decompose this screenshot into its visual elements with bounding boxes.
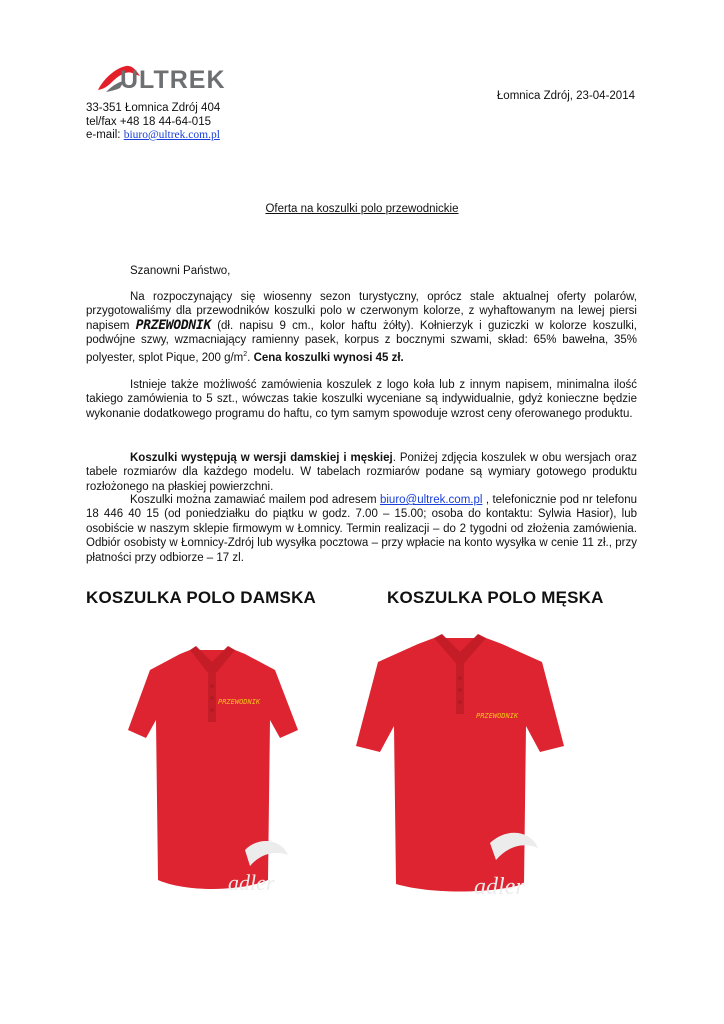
paragraph-text: Na rozpoczynający się wiosenny sezon turystyczny, oprócz stale aktualnej oferty polarów, przygotowaliśmy dla przewodników koszulki polo w czerwonym kolorze, z wyhaftowanym na lewej piersi napisem [86,291,637,332]
address-line: 33-351 Łomnica Zdrój 404 [86,102,221,114]
email-link[interactable]: biuro@ultrek.com.pl [123,129,220,141]
sender-address [86,102,220,143]
paragraph-versions [86,451,637,494]
versions-bold: Koszulki występują w wersji damskiej i męskiej [130,452,393,464]
women-embroidery-text: PRZEWODNIK [218,698,261,706]
women-watermark: adler [228,870,275,895]
men-embroidery-text: PRZEWODNIK [476,712,519,720]
men-watermark: adler [474,874,525,900]
letter-subject: Oferta na koszulki polo przewodnickie [265,203,459,215]
paragraph-custom-order: Istnieje także możliwość zamówienia koszulek z logo koła lub z innym napisem, minimalna ilość takiego zamówienia to 5 szt., wówczas takie koszulki wyceniane są indywidualnie, gdyż konieczne będzie wykonanie dodatkowego programu do haftu, co tym samym spowoduje wzrost ceny oferowanego produktu. [86,379,637,420]
paragraph-text: , telefonicznie pod nr telefonu 18 446 40 15 (od poniedziałku do piątku w godz. 7.00 – 15.00; osoba do kontaktu: Sylwia Hasior), lub osobiście w naszym sklepie firmowym w Łomnicy. Termin realizacji – do 2 tygodni od złożenia zamówienia. Odbiór osobisty w Łomnicy-Zdrój lub wysyłka pocztowa – przy wpłacie na konto wysyłka w cenie 11 zł., przy płatności przy odbiorze – 17 zl. [86,494,637,564]
letter-greeting: Szanowni Państwo, [130,265,231,277]
order-email-link[interactable]: biuro@ultrek.com.pl [379,494,483,506]
letter-date: Łomnica Zdrój, 23-04-2014 [496,90,635,102]
paragraph-text: Koszulki można zamawiać mailem pod adresem [130,494,380,506]
paragraph-text: (dł. napisu 9 cm., kolor haftu żółty). Kołnierzyk i guziczki w kolorze koszulki, podwójne szwy, wzmacniający ramienny pasek, korpus z bocznymi szwami, skład: 65% bawełna, 35% polyester, splot Pique, 200 g/m [86,319,637,364]
embroidery-word: PRZEWODNIK [135,317,211,333]
superscript: 2 [243,350,248,358]
paragraph-text: . Poniżej zdjęcia koszulek w obu wersjach oraz tabele rozmiarów dla każdego modelu. W tabelach rozmiarów podane są wymiary gotowego produktu rozłożonego na płaskiej powierzchni. [86,452,637,493]
telfax-line: tel/fax +48 18 44-64-015 [86,115,211,128]
women-polo-image [110,640,315,905]
logo-wordmark: ULTREK [120,66,226,94]
paragraph-ordering [86,493,637,565]
men-polo-image [350,628,570,908]
women-polo-heading: KOSZULKA POLO DAMSKA [86,588,317,607]
paragraph-offer [86,290,637,365]
paragraph-text: . [247,351,254,364]
men-polo-heading: KOSZULKA POLO MĘSKA [387,588,604,607]
email-line [86,129,220,143]
email-label: e-mail: [86,129,124,141]
price-text: Cena koszulki wynosi 45 zł. [253,351,404,364]
